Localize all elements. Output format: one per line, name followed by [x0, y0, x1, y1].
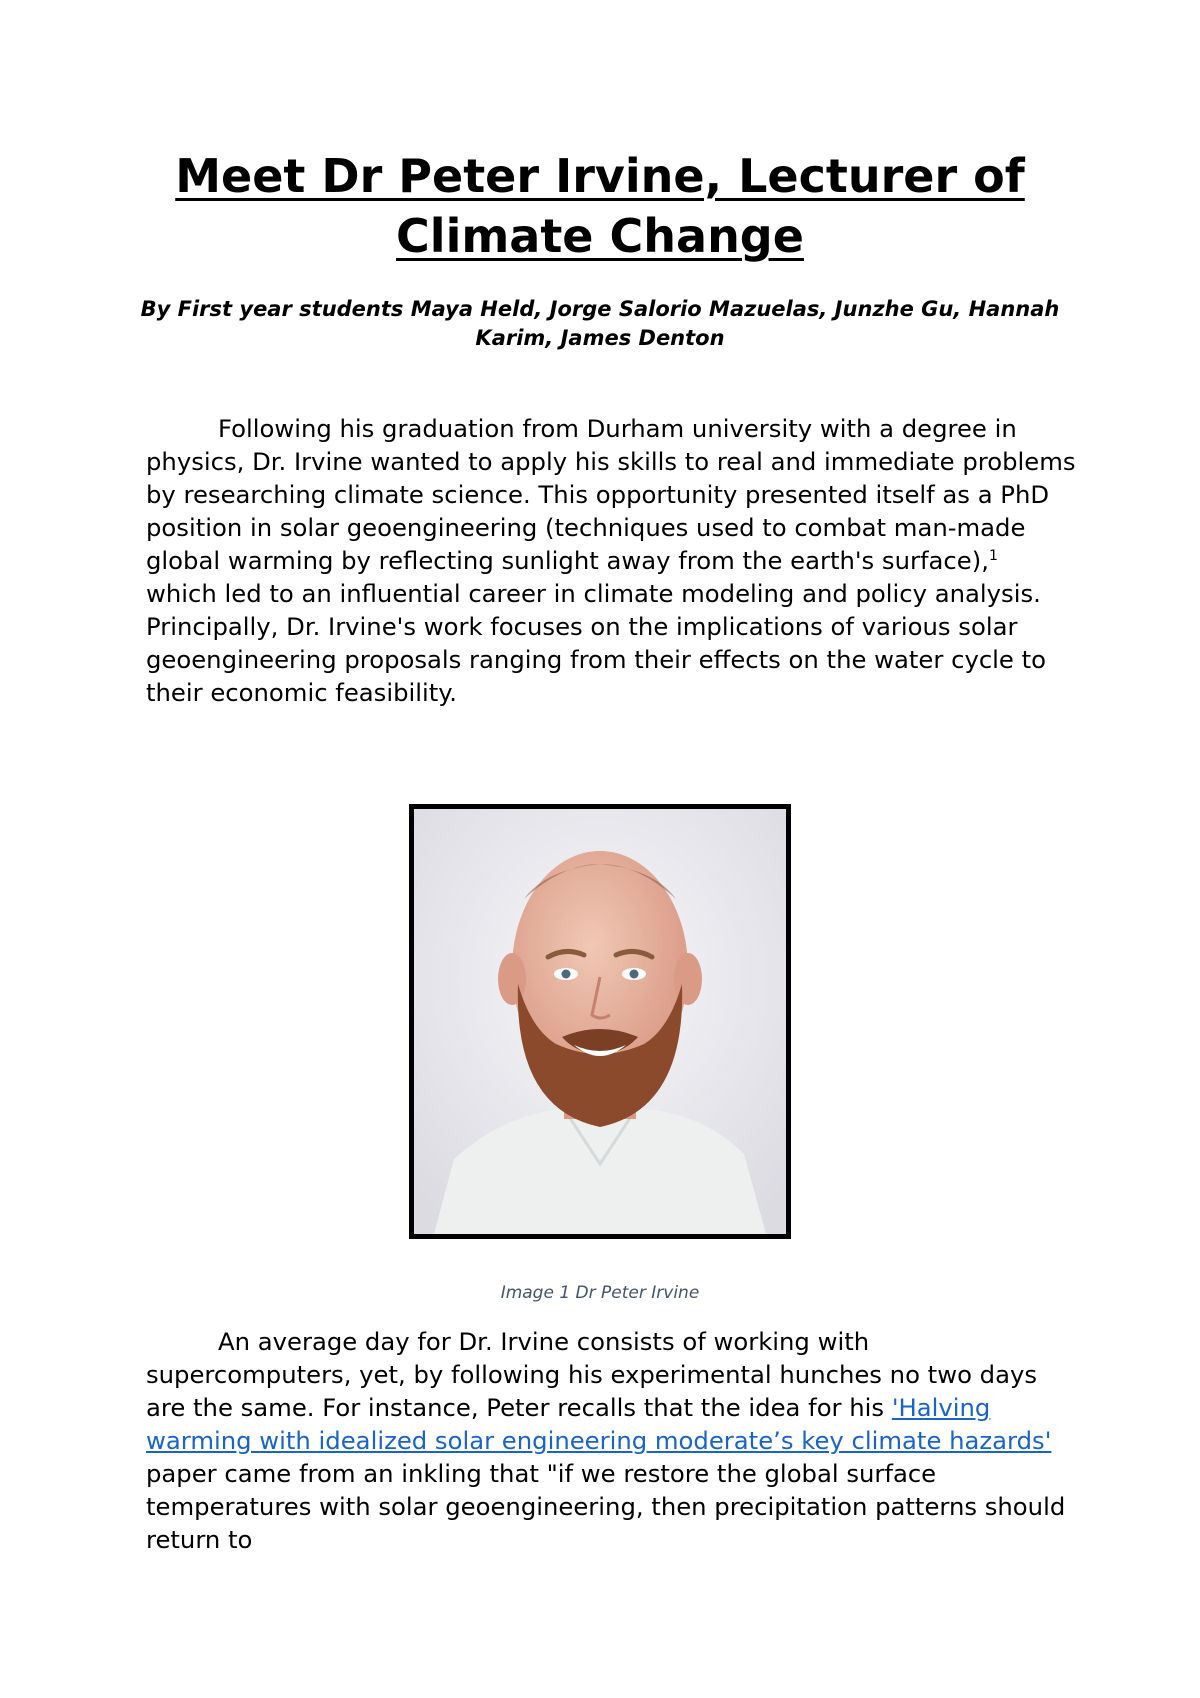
paragraph-2 [146, 1325, 1076, 1556]
paragraph-2-text: An average day for Dr. Irvine consists of working with supercomputers, yet, by following his experimental hunches no two days are the same. For instance, Peter recalls that the idea for his [146, 1327, 1038, 1422]
article-byline: By First year students Maya Held, Jorge Salorio Mazuelas, Junzhe Gu, Hannah Karim, James Denton [140, 297, 1060, 350]
article-title: Meet Dr Peter Irvine, Lecturer of Climate Change [175, 149, 1025, 263]
portrait-illustration [414, 809, 786, 1234]
paragraph-2-rest: paper came from an inkling that "if we restore the global surface temperatures with solar geoengineering, then precipitation patterns should return to [146, 1459, 1066, 1554]
paragraph-1-rest: which led to an influential career in climate modeling and policy analysis. Principally, Dr. Irvine's work focuses on the implications of various solar geoengineering proposals ranging from their effects on the water cycle to their economic feasibility. [146, 579, 1046, 707]
portrait-photo [409, 804, 791, 1239]
image-caption: Image 1 Dr Peter Irvine [500, 1283, 700, 1303]
footnote-marker[interactable]: 1 [988, 547, 998, 564]
paragraph-1-text: Following his graduation from Durham university with a degree in physics, Dr. Irvine wanted to apply his skills to real and immediate problems by researching climate science. This opportunity presented itself as a PhD position in solar geoengineering (techniques used to combat man-made global warming by reflecting sunlight away from the earth's surface), [146, 414, 1076, 575]
paragraph-1 [146, 412, 1076, 709]
paper-link[interactable]: 'Halving warming with idealized solar engineering moderate’s key climate hazards' [146, 1393, 1052, 1455]
